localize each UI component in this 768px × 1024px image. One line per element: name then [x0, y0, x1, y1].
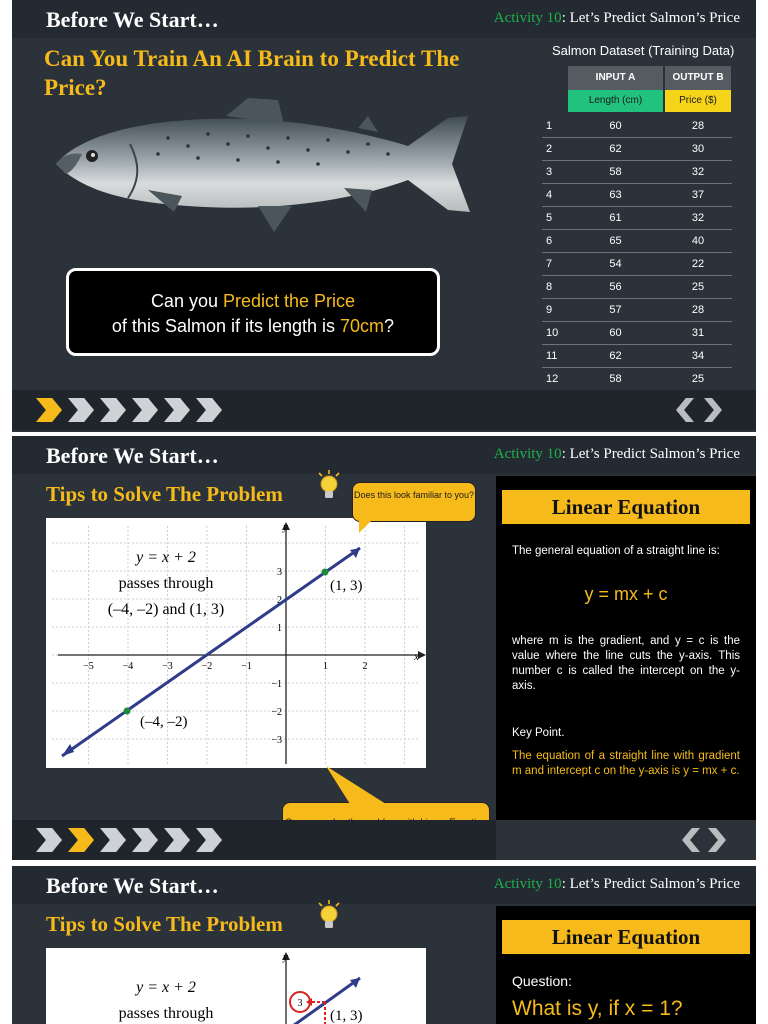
progress-step-1-icon [36, 828, 62, 852]
activity-label [494, 10, 740, 27]
x-tick-label: −4 [122, 661, 134, 672]
table-cell-n: 6 [546, 235, 553, 247]
label-point-minus4-minus2: (–4, –2) [140, 714, 188, 730]
table-row [542, 138, 732, 161]
y-tick-label: 1 [277, 623, 282, 634]
table-cell-n: 3 [546, 166, 553, 178]
x-tick-label: −2 [201, 661, 213, 672]
point-minus4-minus2 [124, 708, 131, 715]
label-point-1-3: (1, 3) [330, 1008, 363, 1024]
linear-equation-heading: Linear Equation [502, 920, 750, 954]
activity-name: : Let’s Predict Salmon’s Price [561, 876, 740, 892]
table-cell-b: 32 [691, 166, 705, 178]
graph-points-text: (–4, –2) and (1, 3) [107, 601, 225, 618]
y-tick-3: 3 [297, 998, 303, 1009]
linear-equation-panel [496, 906, 756, 1024]
before-we-start-title: Before We Start… [46, 873, 219, 898]
linear-equation-panel [496, 476, 756, 822]
slide-header [12, 436, 756, 474]
line-arrow-start [62, 744, 74, 756]
table-cell-b: 37 [691, 189, 705, 201]
x-tick-label: 2 [362, 661, 368, 672]
col-b-header: OUTPUT B [665, 66, 731, 90]
salmon-image [48, 94, 476, 244]
table-cell-n: 12 [546, 373, 559, 385]
progress-step-4-icon [132, 828, 158, 852]
point-1-3 [322, 569, 329, 576]
col-b-subheader: Price ($) [665, 90, 731, 112]
slide-2 [12, 436, 756, 860]
progress-step-5-icon [164, 828, 190, 852]
table-cell-n: 9 [546, 304, 553, 316]
x-axis-arrow [418, 651, 426, 659]
table-cell-n: 2 [546, 143, 553, 155]
progress-step-3-icon [100, 828, 126, 852]
slide-header [12, 0, 756, 38]
slide-3 [12, 866, 756, 1024]
y-tick-label: 3 [277, 567, 282, 578]
bubble-tail [326, 766, 386, 804]
y-axis-label: y [283, 951, 288, 963]
question-text: What is y, if x = 1? [512, 997, 683, 1020]
activity-name: : Let’s Predict Salmon’s Price [561, 10, 740, 26]
activity-number: Activity 10 [493, 876, 562, 892]
table-row [542, 115, 732, 138]
line-graph [46, 948, 426, 1024]
activity-label [494, 876, 740, 893]
tips-title: Tips to Solve The Problem [46, 912, 283, 936]
equation-explanation: where m is the gradient, and y = c is the value where the line cuts the y-axis. This number c is called the intercept on the y-axis. [512, 635, 740, 692]
table-cell-a: 57 [609, 304, 622, 316]
dataset-table-body [542, 115, 732, 391]
x-tick-label: −3 [162, 661, 173, 672]
table-cell-b: 28 [691, 120, 705, 132]
table-cell-b: 25 [691, 281, 705, 293]
table-row [542, 299, 732, 322]
equation-intro: The general equation of a straight line is: [512, 545, 720, 557]
table-cell-b: 30 [691, 143, 705, 155]
table-cell-a: 56 [609, 281, 622, 293]
graph-equation: y = x + 2 [136, 979, 196, 996]
tips-title: Tips to Solve The Problem [46, 482, 283, 506]
before-we-start-title: Before We Start… [46, 7, 219, 32]
progress-step-6-icon [196, 828, 222, 852]
callout-line-1 [69, 289, 437, 314]
table-cell-a: 60 [609, 327, 622, 339]
y-axis-label: y [283, 521, 288, 533]
callout-text: of this Salmon if its length is [111, 316, 341, 336]
slide-nav-bar-right [496, 820, 756, 860]
next-slide-icon[interactable] [704, 398, 722, 422]
y-tick-label: −3 [271, 735, 282, 746]
y-tick-label: −2 [271, 707, 282, 718]
progress-step-5-icon [164, 398, 190, 422]
table-cell-b: 22 [691, 258, 705, 270]
table-row [542, 230, 732, 253]
progress-step-3-icon [100, 398, 126, 422]
table-cell-b: 40 [691, 235, 705, 247]
graph-equation: y = x + 2 [136, 549, 196, 566]
activity-name: : Let’s Predict Salmon’s Price [561, 446, 740, 462]
dataset-table-title: Salmon Dataset (Training Data) [552, 43, 735, 58]
table-cell-n: 10 [546, 327, 559, 339]
table-cell-b: 28 [691, 304, 705, 316]
table-row [542, 207, 732, 230]
table-cell-b: 31 [691, 327, 705, 339]
y-tick-label: −1 [271, 679, 282, 690]
table-cell-n: 5 [546, 212, 553, 224]
callout-highlight: Predict the Price [222, 291, 356, 311]
linear-equation-heading: Linear Equation [502, 490, 750, 524]
table-row [542, 253, 732, 276]
table-row [542, 161, 732, 184]
table-cell-b: 34 [691, 350, 705, 362]
lightbulb-icon [316, 900, 342, 932]
prev-slide-icon[interactable] [682, 828, 700, 852]
before-we-start-title: Before We Start… [46, 443, 219, 468]
key-point-label: Key Point. [512, 727, 565, 739]
lightbulb-icon [316, 470, 342, 502]
graph-svg [46, 518, 426, 768]
question-label: Question: [512, 973, 572, 989]
progress-step-4-icon [132, 398, 158, 422]
y-tick-label: 2 [277, 595, 282, 606]
table-cell-a: 61 [609, 212, 622, 224]
familiar-speech-bubble [352, 482, 476, 522]
table-cell-a: 60 [609, 120, 622, 132]
table-cell-b: 32 [691, 212, 705, 224]
activity-number: Activity 10 [493, 10, 562, 26]
x-axis-label: x [414, 651, 419, 663]
x-tick-label: 1 [323, 661, 328, 672]
table-row [542, 322, 732, 345]
table-row [542, 276, 732, 299]
table-cell-a: 54 [609, 258, 622, 270]
slide-nav-bar [12, 820, 496, 860]
table-row [542, 368, 732, 391]
table-cell-n: 4 [546, 189, 553, 201]
prediction-question-box [66, 268, 440, 356]
table-cell-a: 58 [609, 166, 622, 178]
table-cell-a: 62 [609, 143, 622, 155]
table-cell-a: 62 [609, 350, 622, 362]
slide-question-title: Can You Train An AI Brain to Predict The Price? [44, 46, 460, 100]
graph-svg [46, 948, 426, 1024]
key-point-text: The equation of a straight line with gradient m and intercept c on the y-axis is y = mx + c. [512, 750, 740, 777]
table-cell-b: 25 [691, 373, 705, 385]
label-point-1-3: (1, 3) [330, 578, 363, 594]
next-slide-icon[interactable] [708, 828, 726, 852]
equation-formula: y = mx + c [584, 584, 668, 604]
col-a-header: INPUT A [568, 66, 663, 90]
graph-passes-through: passes through [118, 575, 214, 592]
activity-number: Activity 10 [493, 446, 562, 462]
slide-nav-bar [12, 390, 756, 430]
table-cell-n: 1 [546, 120, 553, 132]
x-tick-label: −1 [241, 661, 252, 672]
bubble-text: Does this look familiar to you? [353, 490, 475, 500]
x-tick-label: −5 [83, 661, 94, 672]
line-graph [46, 518, 426, 768]
progress-step-6-icon [196, 398, 222, 422]
table-cell-n: 11 [546, 350, 558, 362]
callout-text: Can you [150, 291, 223, 311]
callout-text: ? [384, 316, 395, 336]
callout-line-2 [69, 314, 437, 339]
progress-step-2-icon [68, 398, 94, 422]
table-cell-n: 8 [546, 281, 553, 293]
graph-passes-through: passes through [118, 1005, 214, 1022]
slide-header [12, 866, 756, 904]
table-cell-a: 58 [609, 373, 622, 385]
col-a-subheader: Length (cm) [568, 90, 663, 112]
activity-label [494, 446, 740, 463]
table-row [542, 345, 732, 368]
slide-1 [12, 0, 756, 432]
table-row [542, 184, 732, 207]
progress-step-1-icon [36, 398, 62, 422]
table-cell-a: 65 [609, 235, 622, 247]
table-cell-a: 63 [609, 189, 622, 201]
table-cell-n: 7 [546, 258, 553, 270]
prev-slide-icon[interactable] [676, 398, 694, 422]
callout-highlight: 70cm [340, 316, 385, 336]
progress-step-2-icon [68, 828, 94, 852]
